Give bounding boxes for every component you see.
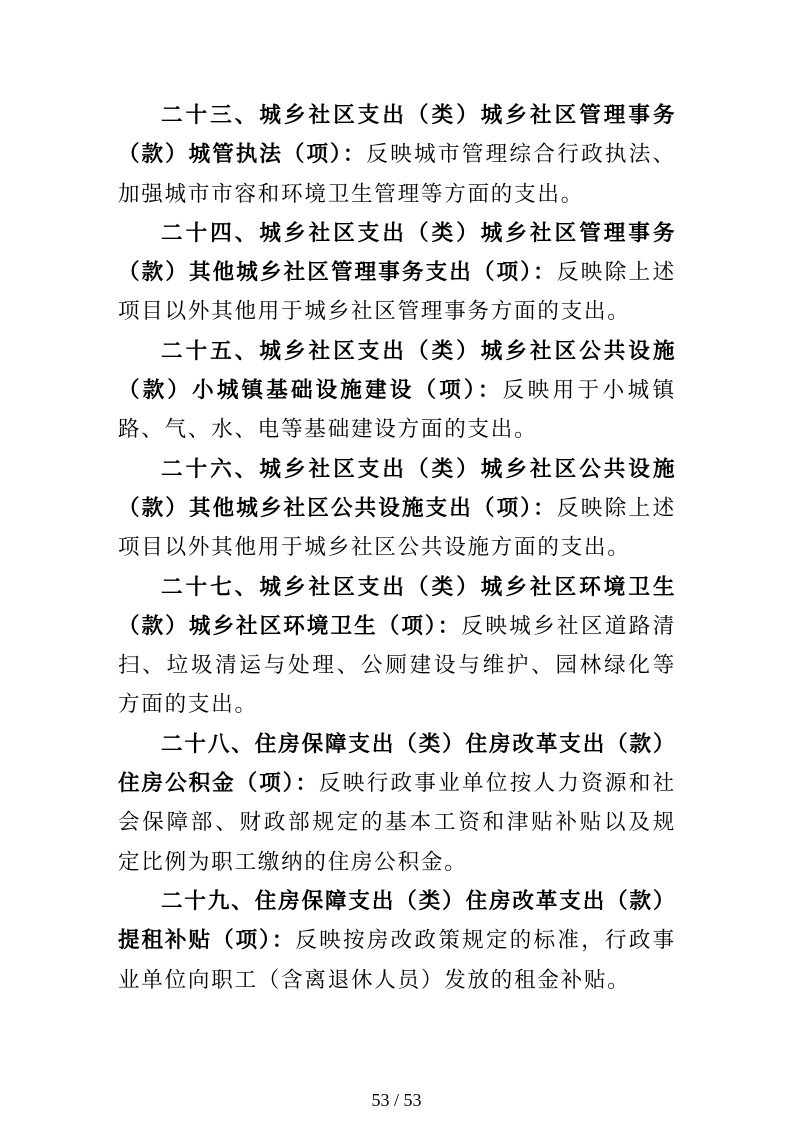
document-body bbox=[118, 96, 676, 1000]
paragraph-title: 二十五、城乡社区支出（类）城乡社区公共设施（款）小城镇基础设施建设（项）： bbox=[118, 338, 676, 404]
paragraph-title: 二十四、城乡社区支出（类）城乡社区管理事务（款）其他城乡社区管理事务支出（项）： bbox=[118, 220, 676, 286]
paragraph-text: 反映除上述项目以外其他用于城乡社区公共设施方面的支出。 bbox=[118, 495, 676, 561]
paragraph-28 bbox=[118, 725, 676, 882]
paragraph-text: 反映除上述项目以外其他用于城乡社区管理事务方面的支出。 bbox=[118, 260, 676, 325]
paragraph-title: 二十九、住房保障支出（类）住房改革支出（款）提租补贴（项）： bbox=[118, 888, 676, 954]
paragraph-24 bbox=[118, 214, 676, 332]
paragraph-27 bbox=[118, 568, 676, 725]
paragraph-title: 二十六、城乡社区支出（类）城乡社区公共设施（款）其他城乡社区公共设施支出（项）： bbox=[118, 456, 676, 521]
paragraph-text: 反映按房改政策规定的标准，行政事业单位向职工（含离退休人员）发放的租金补贴。 bbox=[118, 928, 676, 993]
paragraph-text: 反映城乡社区道路清扫、垃圾清运与处理、公厕建设与维护、园林绿化等方面的支出。 bbox=[118, 613, 676, 718]
paragraph-text: 反映用于小城镇路、气、水、电等基础建设方面的支出。 bbox=[118, 378, 676, 443]
paragraph-text: 反映城市管理综合行政执法、加强城市市容和环境卫生管理等方面的支出。 bbox=[118, 142, 676, 207]
paragraph-29 bbox=[118, 882, 676, 1000]
paragraph-title: 二十七、城乡社区支出（类）城乡社区环境卫生（款）城乡社区环境卫生（项）： bbox=[118, 574, 676, 639]
paragraph-26 bbox=[118, 450, 676, 568]
paragraph-25 bbox=[118, 332, 676, 450]
paragraph-title: 二十三、城乡社区支出（类）城乡社区管理事务（款）城管执法（项）： bbox=[118, 103, 676, 168]
paragraph-23 bbox=[118, 96, 676, 214]
paragraph-title: 二十八、住房保障支出（类）住房改革支出（款）住房公积金（项）： bbox=[118, 731, 676, 797]
paragraph-text: 反映行政事业单位按人力资源和社会保障部、财政部规定的基本工资和津贴补贴以及规定比例为职工缴纳的住房公积金。 bbox=[118, 771, 676, 875]
page-number: 53 / 53 bbox=[371, 1090, 422, 1110]
